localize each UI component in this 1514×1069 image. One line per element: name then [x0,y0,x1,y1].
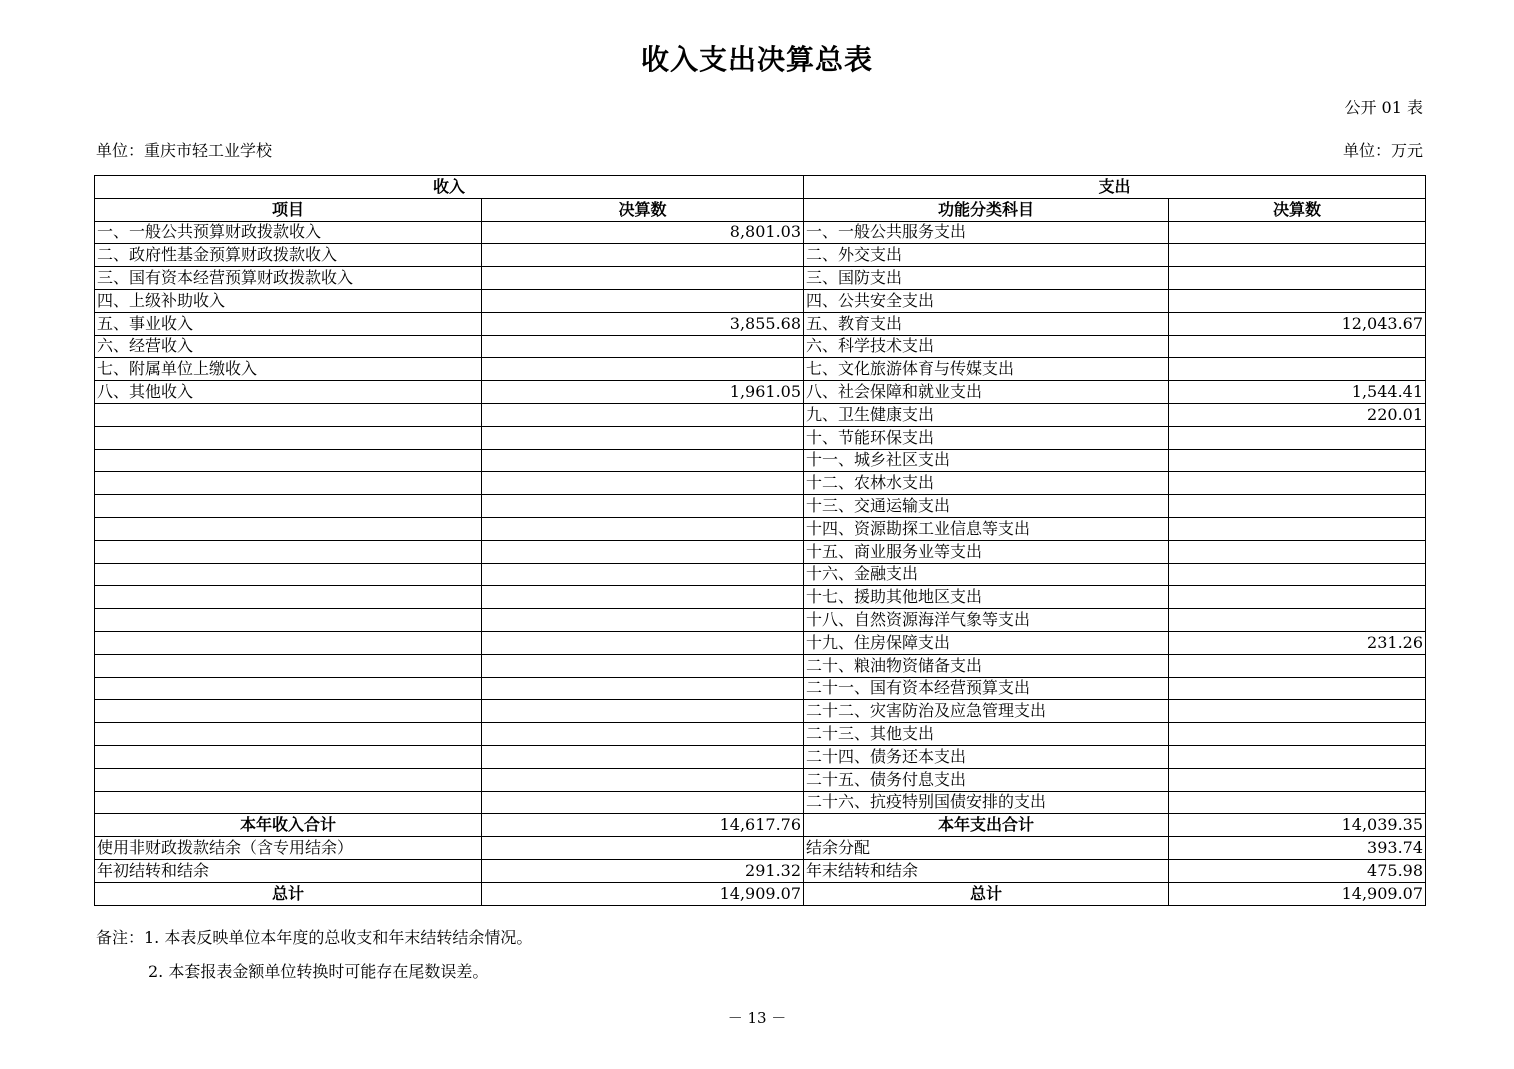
income-item [95,517,482,540]
income-item [95,677,482,700]
expense-value [1169,495,1426,518]
summary-income-value: 14,617.76 [482,814,804,837]
summary-income-label: 年初结转和结余 [95,859,482,882]
income-item [95,586,482,609]
expense-item: 十八、自然资源海洋气象等支出 [804,609,1169,632]
expense-item: 十七、援助其他地区支出 [804,586,1169,609]
summary-expense-value: 475.98 [1169,859,1426,882]
expense-value [1169,586,1426,609]
income-value [482,403,804,426]
table-row [95,267,1426,290]
expense-value: 231.26 [1169,631,1426,654]
summary-expense-label: 结余分配 [804,837,1169,860]
table-row [95,426,1426,449]
expense-item: 七、文化旅游体育与传媒支出 [804,358,1169,381]
expense-item: 二十四、债务还本支出 [804,745,1169,768]
summary-row [95,882,1426,905]
expense-value: 1,544.41 [1169,381,1426,404]
income-item [95,563,482,586]
expense-value: 220.01 [1169,403,1426,426]
summary-row [95,837,1426,860]
expense-item: 二十二、灾害防治及应急管理支出 [804,700,1169,723]
expense-value [1169,745,1426,768]
income-item: 七、附属单位上缴收入 [95,358,482,381]
income-value [482,244,804,267]
expense-item: 五、教育支出 [804,312,1169,335]
table-row [95,381,1426,404]
income-value [482,654,804,677]
income-value [482,723,804,746]
income-value [482,791,804,814]
expense-value [1169,768,1426,791]
form-number: 公开 01 表 [1344,98,1423,117]
table-row [95,312,1426,335]
income-value [482,677,804,700]
table-row [95,677,1426,700]
income-item [95,791,482,814]
expense-value [1169,563,1426,586]
expense-value [1169,609,1426,632]
expense-item: 十、节能环保支出 [804,426,1169,449]
expense-value [1169,267,1426,290]
income-item [95,472,482,495]
summary-expense-value: 14,909.07 [1169,882,1426,905]
table-row [95,654,1426,677]
summary-expense-label: 年末结转和结余 [804,859,1169,882]
income-item [95,403,482,426]
summary-table [94,175,1426,906]
income-amount-header: 决算数 [482,198,804,221]
summary-income-value [482,837,804,860]
table-row [95,403,1426,426]
income-value [482,540,804,563]
expense-value [1169,700,1426,723]
income-value [482,563,804,586]
income-item: 八、其他收入 [95,381,482,404]
income-item: 一、一般公共预算财政拨款收入 [95,221,482,244]
income-value [482,335,804,358]
income-item [95,723,482,746]
table-row [95,472,1426,495]
page-title: 收入支出决算总表 [640,43,873,76]
income-value [482,426,804,449]
income-item [95,631,482,654]
summary-income-label: 总计 [95,882,482,905]
income-item: 六、经营收入 [95,335,482,358]
expense-value [1169,540,1426,563]
expense-item: 十一、城乡社区支出 [804,449,1169,472]
income-value [482,495,804,518]
income-value: 1,961.05 [482,381,804,404]
table-row [95,723,1426,746]
expense-item: 十六、金融支出 [804,563,1169,586]
income-value [482,768,804,791]
expense-item: 十三、交通运输支出 [804,495,1169,518]
summary-income-value: 14,909.07 [482,882,804,905]
table-row [95,540,1426,563]
income-value [482,609,804,632]
income-value [482,267,804,290]
header-row-group [95,176,1426,199]
expense-item: 十二、农林水支出 [804,472,1169,495]
expense-item: 十五、商业服务业等支出 [804,540,1169,563]
income-item [95,745,482,768]
expense-item: 十四、资源勘探工业信息等支出 [804,517,1169,540]
expense-amount-header: 决算数 [1169,198,1426,221]
page-number: － 13 － [727,1009,787,1027]
summary-expense-label: 总计 [804,882,1169,905]
income-value [482,449,804,472]
expense-value [1169,358,1426,381]
expense-item: 三、国防支出 [804,267,1169,290]
expense-value [1169,677,1426,700]
table-row [95,791,1426,814]
income-item [95,700,482,723]
expense-item: 九、卫生健康支出 [804,403,1169,426]
expense-item: 十九、住房保障支出 [804,631,1169,654]
income-item [95,654,482,677]
expense-value [1169,654,1426,677]
expense-value [1169,335,1426,358]
summary-income-label: 使用非财政拨款结余（含专用结余） [95,837,482,860]
function-item-header: 功能分类科目 [804,198,1169,221]
expense-value [1169,791,1426,814]
expense-value: 12,043.67 [1169,312,1426,335]
expense-value [1169,723,1426,746]
expense-item: 二十三、其他支出 [804,723,1169,746]
income-value [482,586,804,609]
table-row [95,495,1426,518]
income-item [95,449,482,472]
income-value [482,745,804,768]
table-row [95,563,1426,586]
income-item [95,540,482,563]
expense-value [1169,426,1426,449]
expense-value [1169,517,1426,540]
income-item: 四、上级补助收入 [95,289,482,312]
table-row [95,745,1426,768]
table-row [95,517,1426,540]
note-line-1: 备注：1. 本表反映单位本年度的总收支和年末结转结余情况。 [96,928,533,947]
income-header: 收入 [95,176,804,199]
expense-value [1169,221,1426,244]
expense-item: 二、外交支出 [804,244,1169,267]
summary-expense-value: 14,039.35 [1169,814,1426,837]
notes [96,921,532,989]
table-row [95,449,1426,472]
table-row [95,244,1426,267]
income-value [482,358,804,381]
header-row-columns [95,198,1426,221]
expense-value [1169,244,1426,267]
summary-row [95,814,1426,837]
table-row [95,631,1426,654]
summary-income-value: 291.32 [482,859,804,882]
expense-item: 六、科学技术支出 [804,335,1169,358]
expense-value [1169,472,1426,495]
table-row [95,289,1426,312]
expense-item: 八、社会保障和就业支出 [804,381,1169,404]
summary-row [95,859,1426,882]
expense-value [1169,449,1426,472]
unit-name: 单位：重庆市轻工业学校 [96,141,273,160]
unit-currency: 单位：万元 [1342,141,1423,160]
table-row [95,586,1426,609]
summary-expense-value: 393.74 [1169,837,1426,860]
table-row [95,335,1426,358]
expense-item: 一、一般公共服务支出 [804,221,1169,244]
expense-value [1169,289,1426,312]
summary-expense-label: 本年支出合计 [804,814,1169,837]
income-value [482,517,804,540]
income-item: 三、国有资本经营预算财政拨款收入 [95,267,482,290]
income-value [482,472,804,495]
item-header: 项目 [95,198,482,221]
income-item [95,495,482,518]
income-value [482,631,804,654]
summary-income-label: 本年收入合计 [95,814,482,837]
table-row [95,358,1426,381]
expense-header: 支出 [804,176,1426,199]
expense-item: 四、公共安全支出 [804,289,1169,312]
note-line-2: 2. 本套报表金额单位转换时可能存在尾数误差。 [148,962,489,981]
table-row [95,609,1426,632]
income-item [95,426,482,449]
expense-item: 二十五、债务付息支出 [804,768,1169,791]
income-value [482,289,804,312]
income-value: 8,801.03 [482,221,804,244]
table-row [95,221,1426,244]
expense-item: 二十、粮油物资储备支出 [804,654,1169,677]
income-item [95,609,482,632]
income-item: 二、政府性基金预算财政拨款收入 [95,244,482,267]
expense-item: 二十一、国有资本经营预算支出 [804,677,1169,700]
income-value [482,700,804,723]
income-item: 五、事业收入 [95,312,482,335]
income-value: 3,855.68 [482,312,804,335]
income-item [95,768,482,791]
expense-item: 二十六、抗疫特别国债安排的支出 [804,791,1169,814]
table-row [95,700,1426,723]
table-row [95,768,1426,791]
